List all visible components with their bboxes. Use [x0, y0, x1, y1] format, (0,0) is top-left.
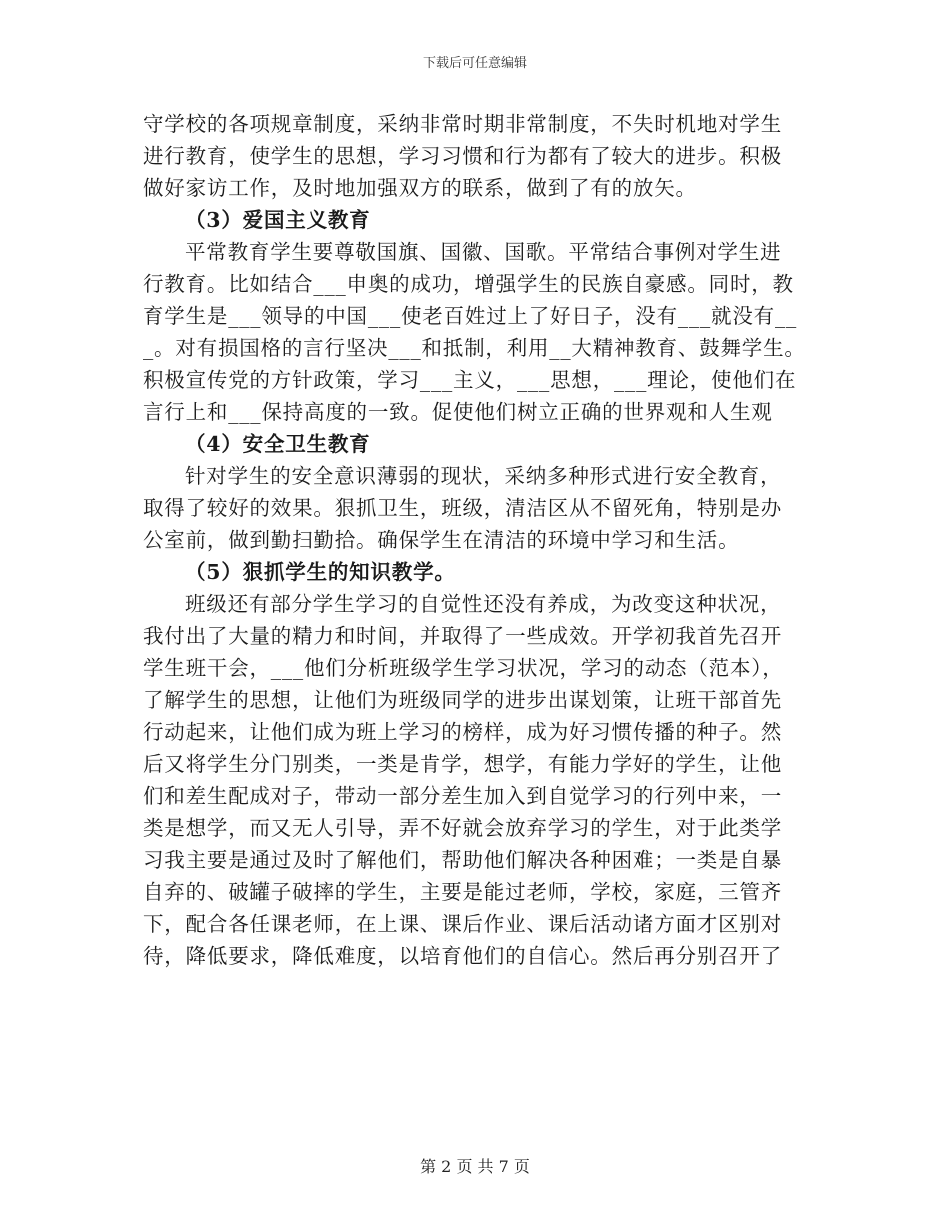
document-body — [143, 108, 807, 972]
paragraph-line: 了解学生的思想，让他们为班级同学的进步出谋划策，让班干部首先 — [143, 688, 782, 712]
paragraph-line: 平常教育学生要尊敬国旗、国徽、国歌。平常结合事例对学生进 — [185, 240, 782, 264]
paragraph-line: 下，配合各任课老师，在上课、课后作业、课后活动诸方面才区别对 — [143, 912, 782, 936]
page-header: 下载后可任意编辑 — [422, 56, 527, 71]
paragraph-line: 班级还有部分学生学习的自觉性还没有养成，为改变这种状况， — [185, 592, 782, 616]
paragraph-line: 公室前，做到勤扫勤拾。确保学生在清洁的环境中学习和生活。 — [143, 528, 740, 552]
paragraph-line: 自弃的、破罐子破摔的学生，主要是能过老师，学校，家庭，三管齐 — [143, 880, 782, 904]
paragraph-line: 后又将学生分门别类，一类是肯学，想学，有能力学好的学生，让他 — [143, 752, 782, 776]
paragraph-line: 做好家访工作，及时地加强双方的联系，做到了有的放矢。 — [143, 176, 697, 200]
paragraph-line: _。对有损国格的言行坚决___和抵制，利用__大精神教育、鼓舞学生。 — [143, 336, 806, 360]
paragraph-line: 言行上和___保持高度的一致。促使他们树立正确的世界观和人生观 — [143, 400, 773, 424]
paragraph-line: 习我主要是通过及时了解他们，帮助他们解决各种困难；一类是自暴 — [143, 848, 782, 872]
paragraph-line: 待，降低要求，降低难度，以培育他们的自信心。然后再分别召开了 — [143, 944, 782, 968]
section-heading: （4）安全卫生教育 — [185, 432, 371, 456]
paragraph-line: 积极宣传党的方针政策，学习___主义，___思想，___理论，使他们在 — [143, 368, 797, 392]
paragraph-line: 育学生是___领导的中国___使老百姓过上了好日子，没有___就没有__ — [143, 304, 798, 328]
paragraph-line: 学生班干会，___他们分析班级学生学习状况，学习的动态（范本）， — [143, 656, 784, 680]
paragraph-line: 守学校的各项规章制度，采纳非常时期非常制度，不失时机地对学生 — [143, 112, 782, 136]
page-footer: 第 2 页 共 7 页 — [420, 1157, 530, 1176]
paragraph-line: 我付出了大量的精力和时间，并取得了一些成效。开学初我首先召开 — [143, 624, 782, 648]
paragraph-line: 行动起来，让他们成为班上学习的榜样，成为好习惯传播的种子。然 — [143, 720, 782, 744]
section-heading: （5）狠抓学生的知识教学。 — [185, 560, 456, 584]
paragraph-line: 进行教育，使学生的思想，学习习惯和行为都有了较大的进步。积极 — [143, 144, 782, 168]
paragraph-line: 们和差生配成对子，带动一部分差生加入到自觉学习的行列中来，一 — [143, 784, 782, 808]
paragraph-line: 行教育。比如结合___申奥的成功，增强学生的民族自豪感。同时，教 — [143, 272, 794, 296]
section-heading: （3）爱国主义教育 — [185, 208, 371, 232]
paragraph-line: 类是想学，而又无人引导，弄不好就会放弃学习的学生，对于此类学 — [143, 816, 782, 840]
paragraph-line: 取得了较好的效果。狠抓卫生，班级，清洁区从不留死角，特别是办 — [143, 496, 782, 520]
paragraph-line: 针对学生的安全意识薄弱的现状，采纳多种形式进行安全教育， — [185, 464, 782, 488]
